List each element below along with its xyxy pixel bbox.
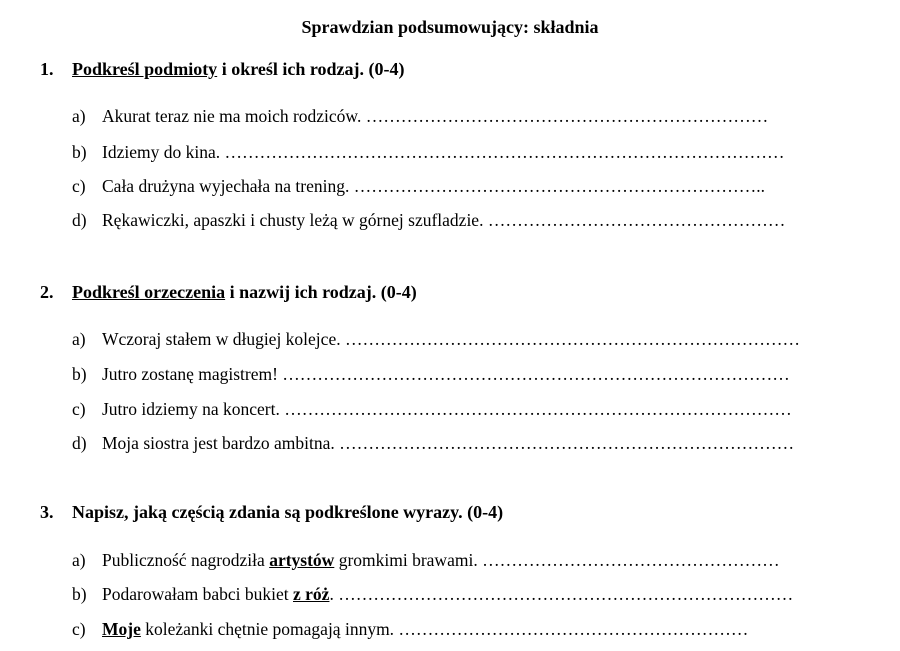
task-2-heading <box>40 280 417 304</box>
item-letter: b) <box>72 364 87 384</box>
item-text: Wczoraj stałem w długiej kolejce. …………………………………………………………………… <box>102 329 800 349</box>
task-instruction: i nazwij ich rodzaj. (0-4) <box>225 282 417 302</box>
item-text: Idziemy do kina. …………………………………………………………………………………… <box>102 142 785 162</box>
item-text: Rękawiczki, apaszki i chusty leżą w górnej szufladzie. …………………………………………… <box>102 210 786 230</box>
page-title: Sprawdzian podsumowujący: składnia <box>301 17 599 37</box>
item-letter: c) <box>72 619 86 639</box>
underlined-word: z róż <box>293 584 330 604</box>
task-2-item-a <box>72 327 898 351</box>
task-2-item-d <box>72 431 876 455</box>
underlined-word: artystów <box>269 550 335 570</box>
task-number: 2. <box>40 282 54 302</box>
item-letter: d) <box>72 210 87 230</box>
task-3-item-a <box>72 548 880 572</box>
task-3-heading <box>40 500 503 524</box>
task-2-item-b <box>72 362 888 386</box>
task-1-heading <box>40 57 405 81</box>
task-1-item-d <box>72 208 872 232</box>
item-letter: b) <box>72 584 87 604</box>
item-text-after: gromkimi brawami. …………………………………………… <box>334 550 780 570</box>
item-letter: b) <box>72 142 87 162</box>
task-number: 3. <box>40 502 54 522</box>
item-text-after: koleżanki chętnie pomagają innym. …………………………………………………… <box>140 619 749 639</box>
item-text-before: Podarowałam babci bukiet <box>102 584 293 604</box>
item-letter: c) <box>72 399 86 419</box>
item-text: Moja siostra jest bardzo ambitna. …………………………………………………………………… <box>102 433 795 453</box>
item-text-after: . …………………………………………………………………… <box>329 584 794 604</box>
item-text: Jutro idziemy na koncert. …………………………………………………………………………… <box>102 399 792 419</box>
item-text: Cała drużyna wyjechała na trening. …………………………………………………………….. <box>102 176 765 196</box>
task-number: 1. <box>40 59 54 79</box>
item-letter: a) <box>72 329 86 349</box>
task-instruction-underlined: Podkreśl podmioty <box>72 59 218 79</box>
task-3-item-c <box>72 617 882 641</box>
item-letter: a) <box>72 106 86 126</box>
item-letter: d) <box>72 433 87 453</box>
task-2-item-c <box>72 397 898 421</box>
task-instruction-underlined: Podkreśl orzeczenia <box>72 282 226 302</box>
task-1-item-c <box>72 174 872 198</box>
task-instruction: i określ ich rodzaj. (0-4) <box>217 59 405 79</box>
task-instruction: Napisz, jaką częścią zdania są podkreślone wyrazy. (0-4) <box>72 502 504 522</box>
item-letter: c) <box>72 176 86 196</box>
task-1-item-a <box>72 104 872 128</box>
item-text: Jutro zostanę magistrem! …………………………………………………………………………… <box>102 364 790 384</box>
underlined-word: Moje <box>102 619 141 639</box>
item-text-before: Publiczność nagrodziła <box>102 550 270 570</box>
task-1-item-b <box>72 140 872 164</box>
item-letter: a) <box>72 550 86 570</box>
task-3-item-b <box>72 582 892 606</box>
item-text: Akurat teraz nie ma moich rodziców. …………………………………………………………… <box>102 106 769 126</box>
